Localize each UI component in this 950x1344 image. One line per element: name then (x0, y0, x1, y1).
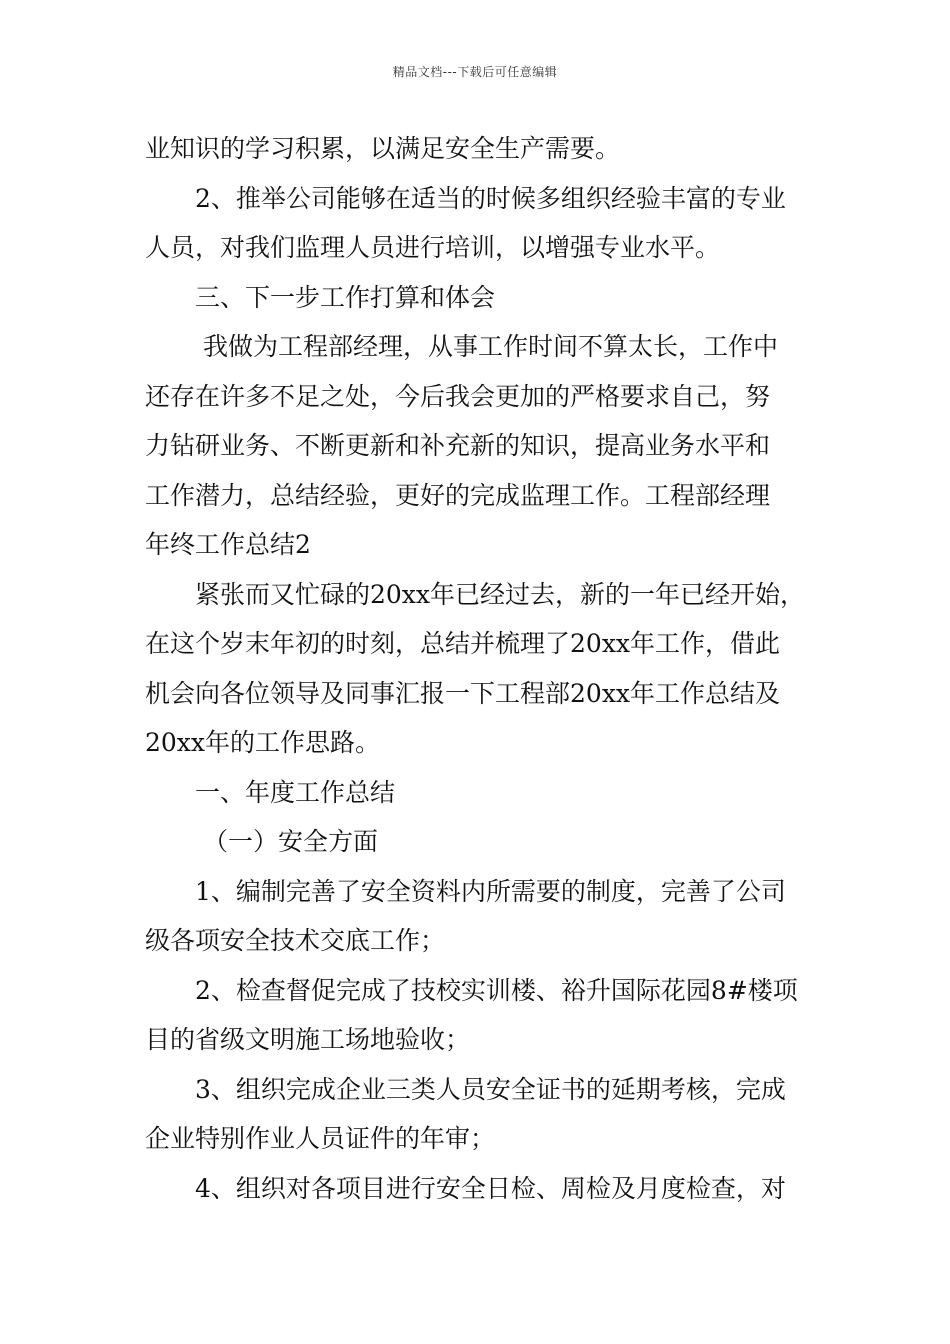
text-line: 4、组织对各项目进行安全日检、周检及月度检查，对 (195, 1173, 786, 1203)
text-line: 年终工作总结2 (145, 530, 311, 559)
text-line: 人员，对我们监理人员进行培训，以增强专业水平。 (145, 233, 721, 262)
text-line: 3、组织完成企业三类人员安全证书的延期考核，完成 (195, 1074, 786, 1104)
text-line: 在这个岁末年初的时刻，总结并梳理了20xx年工作，借此 (145, 629, 781, 658)
text-line: 2、推举公司能够在适当的时候多组织经验丰富的专业 (195, 183, 786, 213)
text-line: 我做为工程部经理，从事工作时间不算太长，工作中 (203, 332, 779, 361)
text-line: 还存在许多不足之处，今后我会更加的严格要求自己，努 (145, 381, 771, 411)
text-line: 力钻研业务、不断更新和补充新的知识，提高业务水平和 (145, 431, 771, 460)
text-line: 2、检查督促完成了技校实训楼、裕升国际花园8#楼项 (195, 975, 798, 1005)
text-line: 紧张而又忙碌的20xx年已经过去，新的一年已经开始， (195, 579, 806, 609)
text-line: 1、编制完善了安全资料内所需要的制度，完善了公司 (195, 876, 786, 906)
text-line: 20xx年的工作思路。 (145, 728, 381, 757)
section-heading: 三、下一步工作打算和体会 (195, 282, 496, 312)
text-line: 企业特别作业人员证件的年审； (145, 1124, 496, 1153)
page-header: 精品文档---下载后可任意编辑 (392, 65, 558, 79)
document-body (145, 124, 810, 1213)
section-heading: 一、年度工作总结 (195, 777, 396, 807)
text-line: 业知识的学习积累，以满足安全生产需要。 (145, 134, 621, 163)
text-line: 目的省级文明施工场地验收； (145, 1025, 471, 1054)
text-line: 级各项安全技术交底工作； (145, 926, 446, 955)
subsection-heading: （一）安全方面 (203, 827, 379, 856)
text-line: 机会向各位领导及同事汇报一下工程部20xx年工作总结及 (145, 678, 781, 708)
text-line: 工作潜力，总结经验，更好的完成监理工作。工程部经理 (145, 480, 771, 510)
